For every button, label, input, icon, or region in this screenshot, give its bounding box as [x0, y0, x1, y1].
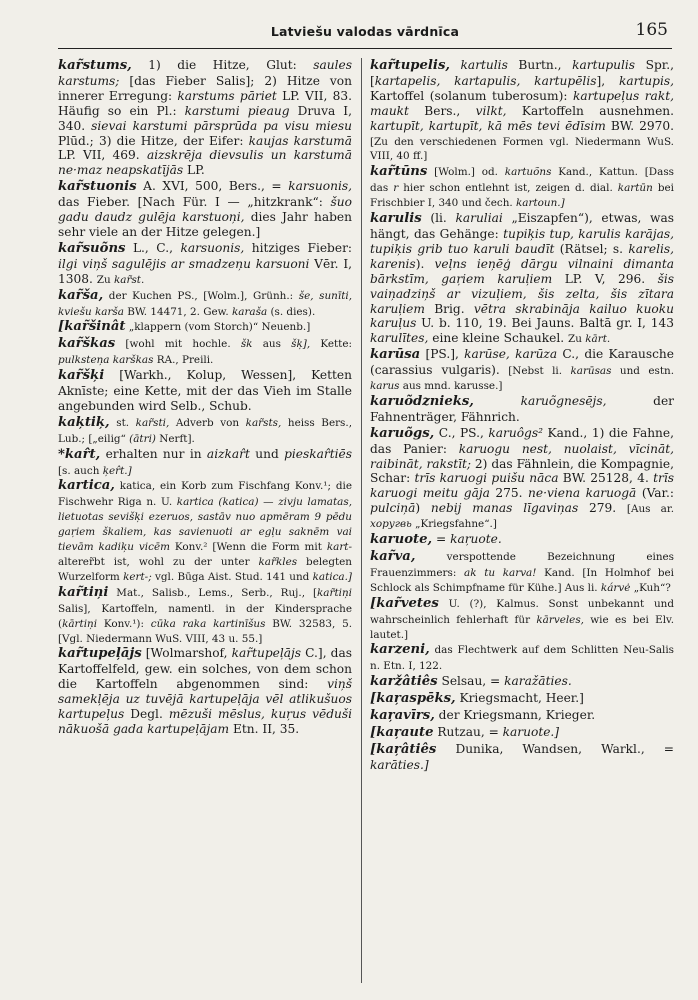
- entry-headword: kar̃stums,: [58, 58, 132, 73]
- entry-text: U. (?), Kalmus. Sonst unbekannt und wahrscheinlich fehlerhaft für: [370, 597, 674, 626]
- entry-text: Zu: [568, 333, 586, 346]
- entry-text: kartuõns: [504, 166, 552, 179]
- entry-text: kartūn: [617, 182, 653, 195]
- entry-text: karuliai: [455, 211, 503, 226]
- entry-text: LP. V, 296.: [552, 271, 658, 286]
- entry-text: [474, 394, 521, 408]
- entry-text: cūka raka kartinīšus: [150, 617, 266, 630]
- entry-text: „Kriegsfahne“.]: [411, 518, 497, 531]
- entry-headword: kar̃šķi: [58, 368, 105, 384]
- entry-text: Kand., 1) die Fahne, das Panier:: [370, 425, 674, 456]
- entry-text: veļns ieņēģ dārgu vilnaini dimanta bārkstīm, gaŗiem karuļiem: [370, 256, 674, 286]
- entry-text: kartulis: [460, 58, 508, 72]
- entry-text: eine kleine Schaukel.: [428, 331, 569, 346]
- entry-text: Druva I, 340.: [58, 103, 352, 133]
- entry-text: der Kuchen PS., [Wolm.], Grünh.:: [103, 289, 299, 302]
- entry-text: LP.: [183, 163, 205, 178]
- column-divider: [361, 58, 362, 983]
- entry-text: Burtn.,: [507, 58, 573, 72]
- entry-text: tupiķis tup, karulis karājas, tupiķis grib tuo karuli baudīt: [370, 226, 674, 256]
- entry-text: ): [415, 501, 431, 516]
- entry-text: šuo gadu daudz gulēja karstuoņi,: [58, 195, 352, 225]
- entry-headword: kaķtiķ,: [58, 414, 110, 430]
- entry-text: heiss Bers., Lub.; [„eilig“: [58, 416, 352, 445]
- entry-text: Plūd.; 3) die Hitze, der Eifer:: [58, 133, 249, 148]
- entry-text: Kartoffel (solanum tuberosum):: [370, 88, 573, 103]
- entry-text: šk: [240, 338, 253, 351]
- entry-text: šķ],: [291, 338, 311, 351]
- entry-text: Nerft].: [155, 432, 195, 445]
- entry-text: wie es bei Elv. lautet.]: [370, 613, 674, 641]
- entry-headword: kar̃tupeļājs: [58, 646, 142, 662]
- entry-text: das Fieber. [Nach Für. I — „hitzkrank“:: [58, 195, 331, 210]
- entry-text: RA., Preili.: [153, 354, 214, 367]
- entry-text: karsuonis,: [180, 240, 245, 255]
- left-column: [58, 58, 352, 737]
- entry-text: U. b. 110, 19. Bei Jauns. Baltā gr. I, 143: [416, 316, 674, 331]
- dictionary-entry: [370, 532, 674, 548]
- entry-text: šis vaiņadziņš ar vizuļiem, šis zelta, šis zītara karuļiem: [370, 271, 675, 316]
- entry-text: aizkar̂t: [206, 446, 250, 461]
- entry-text: belegten Wurzelform: [58, 556, 352, 583]
- entry-text: =: [432, 532, 451, 547]
- entry-text: pulciņā: [370, 501, 416, 516]
- entry-text: [PS.],: [420, 347, 465, 362]
- dictionary-entry: [58, 585, 352, 646]
- page-header: [58, 20, 672, 46]
- entry-text: BW. 2970.: [605, 118, 674, 133]
- entry-headword: karuote,: [370, 532, 433, 548]
- entry-text: (ātri): [129, 432, 156, 445]
- entry-text: Selsau, =: [437, 674, 505, 689]
- entry-headword: [kar̃vetes: [370, 595, 439, 611]
- dictionary-entry: [58, 447, 352, 478]
- entry-text: „Kuh“?: [630, 581, 671, 594]
- entry-text: karus: [370, 380, 400, 393]
- entry-text: r: [393, 182, 399, 195]
- entry-text: (Rätsel; s.: [554, 241, 629, 256]
- entry-text: C.], das Kartoffelfeld, gew. ein solches, von dem schon die Kartoffeln abgenommen sind:: [58, 646, 352, 692]
- entry-headword: kar̃tiņi: [58, 584, 109, 600]
- entry-text: Brig.: [424, 301, 474, 316]
- dictionary-entry: [58, 478, 352, 583]
- entry-headword: [kaŗaute: [370, 724, 434, 740]
- entry-headword: kar̃suõns: [58, 240, 126, 256]
- entry-text: kart-: [326, 541, 352, 554]
- entry-text: kert-;: [123, 570, 152, 583]
- entry-text: BW. 32583, 5. [Vgl. Niedermann WuS. VIII, 43 u. 55.]: [58, 617, 352, 645]
- entry-text: Kette:: [310, 338, 352, 351]
- entry-headword: kar̃va,: [370, 549, 416, 564]
- entry-text: (Var.:: [636, 486, 674, 501]
- entry-text: BW. 14471, 2. Gew.: [123, 305, 232, 318]
- entry-text: nebij manas līgaviņas: [430, 501, 579, 516]
- entry-text: LP. VII, 83. Häufig so ein Pl.:: [58, 88, 352, 118]
- entry-headword: kar̃tūns: [370, 164, 428, 180]
- entry-text: kārveles,: [536, 613, 584, 626]
- entry-headword: kar̃tupelis,: [370, 58, 450, 73]
- entry-text: (s. dies).: [267, 305, 316, 318]
- entry-text: ],: [596, 73, 619, 88]
- entry-text: aus mnd. karusse.]: [399, 380, 503, 393]
- entry-headword: karulis: [370, 211, 422, 227]
- entry-headword: karuõdznieks,: [370, 393, 474, 409]
- entry-headword: [kar̃šinât: [58, 319, 126, 335]
- entry-text: vgl. Būga Aist. Stud. 141 und: [151, 570, 313, 583]
- dictionary-entry: [58, 288, 352, 319]
- entry-text: ).: [415, 256, 435, 271]
- entry-text: Degl.: [124, 707, 169, 722]
- entry-text: kārt.: [585, 333, 611, 346]
- entry-text: pieskar̂tiēs: [284, 446, 353, 461]
- entry-text: alterer̃bt ist, wohl zu der unter: [58, 556, 259, 568]
- entry-text: kar̃st.: [113, 273, 145, 286]
- entry-text: aizskrēja dievsulis un karstumā ne·maz neapskatījās: [58, 148, 352, 178]
- entry-text: dies Jahr haben sehr viele an der Hitze gelegen.]: [58, 210, 352, 239]
- entry-headword: *kar̂t,: [58, 446, 101, 462]
- entry-text: und estn.: [611, 365, 675, 378]
- entry-text: der Fahnenträger, Fähnrich.: [370, 393, 674, 424]
- entry-text: [Warkh., Kolup, Wessen], Ketten Aknīste; eine Kette, mit der das Vieh im Stalle angebunden wird Selb., Schub.: [58, 368, 352, 413]
- entry-headword: kar̃stuonis: [58, 179, 137, 195]
- entry-headword: kaŗavīrs,: [370, 708, 435, 724]
- entry-text: Mat., Salisb., Lems., Serb., Ruj., [: [108, 586, 318, 599]
- header-rule: [58, 48, 672, 49]
- entry-text: mēzuši mēslus, kuŗus vēduši nākuošā gada kartupeļājam: [58, 707, 353, 736]
- dictionary-entry: [58, 241, 352, 287]
- entry-text: [s. auch: [58, 464, 103, 477]
- entry-text: kartupis,: [618, 73, 674, 88]
- entry-text: Konv.¹):: [97, 617, 151, 630]
- entry-text: viņš samekļēja uz tuvējā kartupeļāja vēl atlikušuos kartupeļus: [58, 677, 352, 722]
- page-number: 165: [635, 20, 668, 40]
- entry-text: ne·viena karuogā: [528, 486, 637, 501]
- entry-text: хоругвь: [370, 518, 412, 531]
- entry-text: ķer̂t.]: [102, 464, 132, 477]
- entry-text: pulksteņa karškas: [58, 354, 154, 367]
- entry-text: [das Fieber Salis]; 2) Hitze von innerer Erregung:: [58, 73, 352, 103]
- entry-text: erhalten nur in: [100, 446, 207, 461]
- entry-text: vētra skrabināja kailuo kuoku karuļus: [370, 301, 674, 331]
- entry-text: Kriegsmacht, Heer.]: [455, 691, 584, 706]
- entry-text: LP. VII, 469.: [58, 148, 147, 163]
- entry-text: Bers.,: [408, 103, 476, 118]
- entry-text: 275.: [489, 486, 529, 501]
- entry-text: saules karstums;: [58, 58, 352, 88]
- entry-text: kar̃sts,: [245, 416, 282, 429]
- entry-text: verspottende Bezeichnung eines Frauenzimmers:: [370, 551, 674, 579]
- dictionary-entry: [58, 179, 352, 240]
- dictionary-entry: [58, 368, 352, 414]
- dictionary-entry: [370, 347, 674, 393]
- entry-text: Kand., Kattun. [Dass das: [370, 166, 674, 195]
- entry-text: kartupīt, kartupīt, kā mēs tevi ēdīsim: [370, 118, 606, 133]
- entry-text: hitziges Fieber:: [244, 240, 352, 255]
- entry-text: [Zu den verschiedenen Formen vgl. Niedermann WuS. VIII, 40 ff.]: [370, 135, 674, 163]
- entry-text: karāties.]: [370, 757, 429, 772]
- entry-text: das Flechtwerk auf dem Schlitten Neu-Salis n. Etn. I, 122.: [370, 644, 674, 673]
- entry-text: Rutzau, =: [433, 724, 503, 739]
- dictionary-entry: [58, 58, 352, 178]
- entry-text: (li.: [421, 211, 456, 226]
- entry-headword: [kaŗaspēks,: [370, 691, 456, 707]
- entry-text: karsuonis,: [288, 179, 352, 194]
- entry-text: kartupeļus rakt, maukt: [370, 88, 674, 118]
- dictionary-entry: [370, 394, 674, 425]
- entry-text: [Wolm.] od.: [427, 166, 505, 179]
- entry-text: Kand. [In Holmhof bei Schlock als Schimpfname für Kühe.] Aus li.: [370, 566, 674, 594]
- entry-text: L., C.,: [125, 240, 181, 255]
- entry-headword: karuõgs,: [370, 425, 435, 441]
- entry-text: karūse, karūza: [464, 347, 558, 362]
- entry-text: „klappern (vom Storch)“ Neuenb.]: [125, 321, 311, 334]
- entry-text: kaŗuote.: [450, 532, 502, 547]
- entry-text: karuote.]: [502, 724, 560, 739]
- entry-text: kar̃sti,: [135, 416, 170, 429]
- entry-text: Kartoffeln ausnehmen.: [506, 103, 675, 118]
- entry-text: „Eiszapfen“), etwas, was hängt, das Gehänge:: [370, 211, 674, 241]
- entry-text: 279.: [578, 501, 627, 516]
- dictionary-entry: [370, 691, 674, 707]
- entry-text: še, sunīti, kviešu karša: [58, 289, 352, 318]
- entry-text: kartupulis: [572, 58, 636, 72]
- entry-text: 1) die Hitze, Glut:: [131, 58, 314, 72]
- entry-text: und: [249, 446, 285, 461]
- entry-text: katica.]: [312, 570, 352, 583]
- entry-text: A. XVI, 500, Bers., =: [136, 179, 289, 194]
- entry-text: Zu: [96, 273, 114, 286]
- dictionary-entry: [370, 211, 674, 346]
- entry-text: ak tu karva!: [464, 566, 537, 579]
- dictionary-entry: [370, 58, 674, 163]
- entry-text: vilkt,: [475, 103, 507, 118]
- entry-text: Vēr. I, 1308.: [58, 256, 353, 286]
- entry-text: karstums pāriet: [177, 88, 277, 103]
- entry-headword: kar̃škas: [58, 336, 116, 352]
- entry-text: kárvė: [600, 581, 631, 594]
- entry-headword: kar̃ša,: [58, 287, 104, 303]
- dictionary-entry: [370, 674, 674, 690]
- entry-text: kartapelis, kartapulis, kartupēlis: [374, 73, 597, 88]
- dictionary-entry: [370, 742, 674, 773]
- entry-text: Spr., [: [370, 58, 675, 88]
- entry-text: Adverb von: [169, 416, 246, 429]
- entry-text: C., die Karausche (carassius vulgaris).: [370, 347, 674, 378]
- running-title: Latviešu valodas vārdnīca: [270, 24, 460, 39]
- entry-headword: karžâtiês: [370, 674, 438, 690]
- right-column: [370, 58, 674, 773]
- entry-text: 2) das Fähnlein, die Kompagnie, Schar:: [370, 456, 674, 486]
- dictionary-entry: [370, 549, 674, 595]
- entry-text: [450, 58, 461, 72]
- entry-text: karūsas: [570, 365, 612, 378]
- dictionary-entry: [370, 596, 674, 642]
- entry-text: karstumi pieaug: [184, 103, 290, 118]
- entry-text: Salis], Kartoffeln, namentl. in der Kindersprache (: [58, 602, 352, 630]
- entry-text: kaujas karstumā: [248, 133, 352, 148]
- entry-headword: kartica,: [58, 478, 115, 494]
- entry-headword: karzeni,: [370, 642, 430, 658]
- entry-text: Etn. II, 35.: [229, 721, 300, 736]
- entry-text: kar̃tupeļājs: [231, 646, 302, 661]
- entry-text: kārtiņi: [62, 617, 98, 630]
- entry-text: ilgi viņš sagulējis ar smadzeņu karsuoni: [58, 256, 310, 271]
- entry-text: [Nebst li.: [499, 365, 571, 378]
- dictionary-entry: [370, 708, 674, 724]
- dictionary-entry: [58, 336, 352, 367]
- dictionary-entry: [58, 415, 352, 446]
- entry-text: trīs karuogi puišu nāca: [414, 471, 559, 486]
- entry-text: karuõgnesējs,: [520, 393, 607, 408]
- dictionary-entry: [370, 164, 674, 210]
- entry-text: aus: [252, 338, 292, 351]
- entry-text: trīs karuogi meitu gāja: [370, 471, 674, 501]
- dictionary-entry: [58, 646, 352, 736]
- entry-text: Dunika, Wandsen, Warkl., =: [436, 741, 674, 756]
- dictionary-entry: [58, 319, 352, 335]
- entry-text: sievai karstumi pārsprūda pa visu miesu: [91, 118, 352, 133]
- entry-text: karažāties.: [504, 674, 572, 689]
- entry-text: BW. 25128, 4.: [558, 471, 654, 486]
- entry-text: kar̃tiņi: [317, 586, 352, 599]
- entry-text: katica, ein Korb zum Fischfang Konv.¹; die Fischwehr Riga n. U.: [58, 480, 352, 509]
- entry-text: kar̃kles: [258, 556, 298, 568]
- entry-text: kartica (katica) — zivju lamatas, lietuotas sevišķi ezeruos, sastāv nuo apmēram 9 pēdu gaŗiem škaliem, kas savienuoti ar egļu saknēm vai tievām kadiķu vicēm: [58, 496, 353, 554]
- entry-text: kartoun.]: [516, 197, 565, 210]
- dictionary-entry: [370, 725, 674, 741]
- dictionary-entry: [370, 642, 674, 673]
- entry-text: karelis, karenis: [370, 241, 674, 271]
- entry-text: karuôgs²: [488, 425, 543, 440]
- entry-text: st.: [109, 416, 136, 429]
- entry-text: karaša: [231, 305, 268, 318]
- entry-headword: karūsa: [370, 347, 421, 363]
- entry-text: Konv.² [Wenn die Form mit: [169, 541, 327, 554]
- entry-text: der Kriegsmann, Krieger.: [434, 708, 596, 723]
- entry-text: karulītes,: [370, 331, 429, 346]
- entry-text: [Aus ar.: [626, 503, 674, 516]
- entry-text: bei Frischbier I, 340 und čech.: [370, 182, 674, 210]
- entry-text: [wohl mit hochle.: [115, 338, 241, 351]
- entry-text: karuogu nest, nuolaist, vīcināt, raibināt, rakstīt;: [370, 441, 674, 471]
- entry-text: C., PS.,: [434, 425, 489, 440]
- entry-text: hier schon entlehnt ist, zeigen d. dial.: [398, 182, 618, 195]
- dictionary-entry: [370, 426, 674, 531]
- entry-headword: [kaŗâtiês: [370, 741, 437, 757]
- entry-text: [Wolmarshof,: [141, 646, 232, 661]
